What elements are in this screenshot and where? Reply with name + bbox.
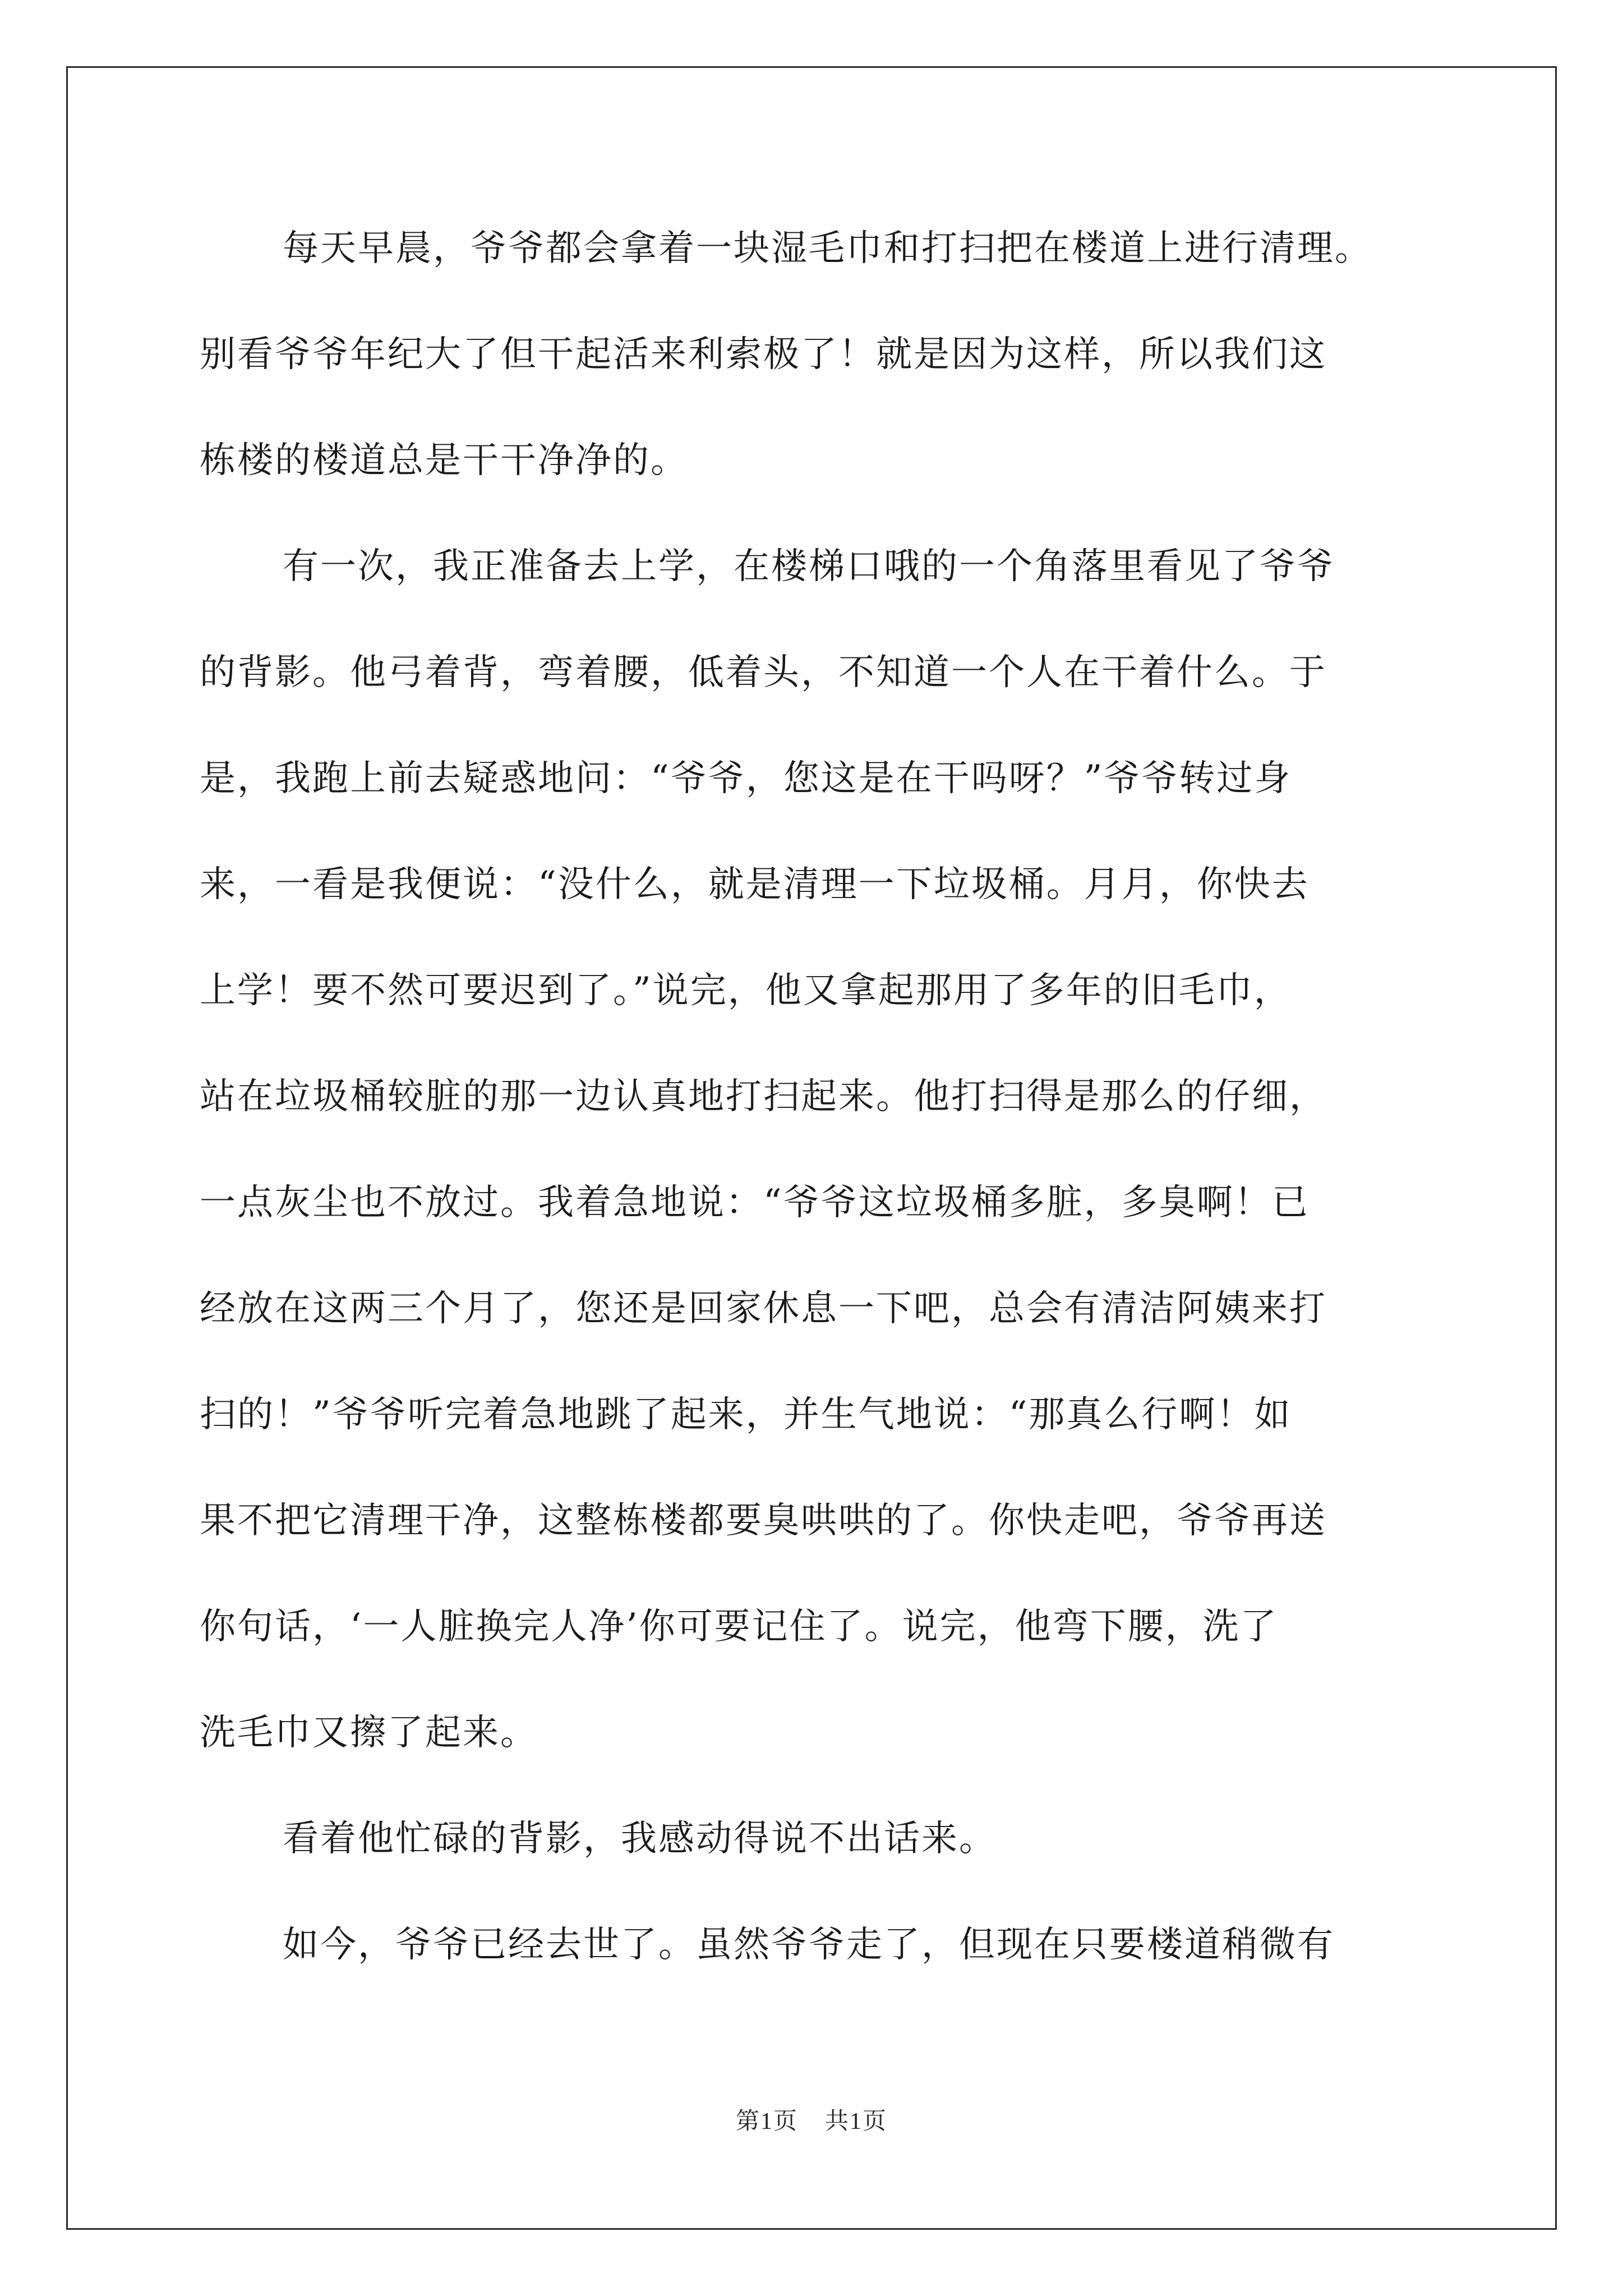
text-line: 站在垃圾桶较脏的那一边认真地打扫起来。他打扫得是那么的仔细， [200, 1076, 1327, 1117]
text-line: 每天早晨，爷爷都会拿着一块湿毛巾和打扫把在楼道上进行清理。 [283, 228, 1372, 269]
text-line: 的背影。他弓着背，弯着腰，低着头，不知道一个人在干着什么。于 [200, 652, 1327, 693]
text-line: 洗毛巾又擦了起来。 [200, 1712, 538, 1754]
document-body [200, 215, 1428, 2017]
text-line: 栋楼的楼道总是干干净净的。 [200, 440, 688, 481]
text-line: 有一次，我正准备去上学，在楼梯口哦的一个角落里看见了爷爷 [283, 546, 1335, 587]
total-pages-label: 共1页 [825, 2109, 888, 2134]
text-line: 经放在这两三个月了，您还是回家休息一下吧，总会有清洁阿姨来打 [200, 1288, 1327, 1329]
text-line: 是，我跑上前去疑惑地问：“爷爷，您这是在干吗呀？”爷爷转过身 [200, 758, 1292, 799]
text-line: 来，一看是我便说：“没什么，就是清理一下垃圾桶。月月，你快去 [200, 864, 1310, 905]
text-line: 别看爷爷年纪大了但干起活来利索极了！就是因为这样，所以我们这 [200, 334, 1327, 375]
text-line: 扫的！”爷爷听完着急地跳了起来，并生气地说：“那真么行啊！如 [200, 1394, 1292, 1435]
text-line: 上学！要不然可要迟到了。”说完，他又拿起那用了多年的旧毛巾， [200, 970, 1292, 1011]
text-line: 如今，爷爷已经去世了。虽然爷爷走了，但现在只要楼道稍微有 [283, 1924, 1335, 1966]
page-footer [0, 2102, 1623, 2136]
text-line: 你句话，‘一人脏换完人净’你可要记住了。说完，他弯下腰，洗了 [200, 1606, 1278, 1648]
text-line: 看着他忙碌的背影，我感动得说不出话来。 [283, 1818, 997, 1860]
text-line: 果不把它清理干净，这整栋楼都要臭哄哄的了。你快走吧，爷爷再送 [200, 1500, 1327, 1542]
text-line: 一点灰尘也不放过。我着急地说：“爷爷这垃圾桶多脏，多臭啊！已 [200, 1182, 1310, 1223]
current-page-label: 第1页 [735, 2109, 798, 2134]
